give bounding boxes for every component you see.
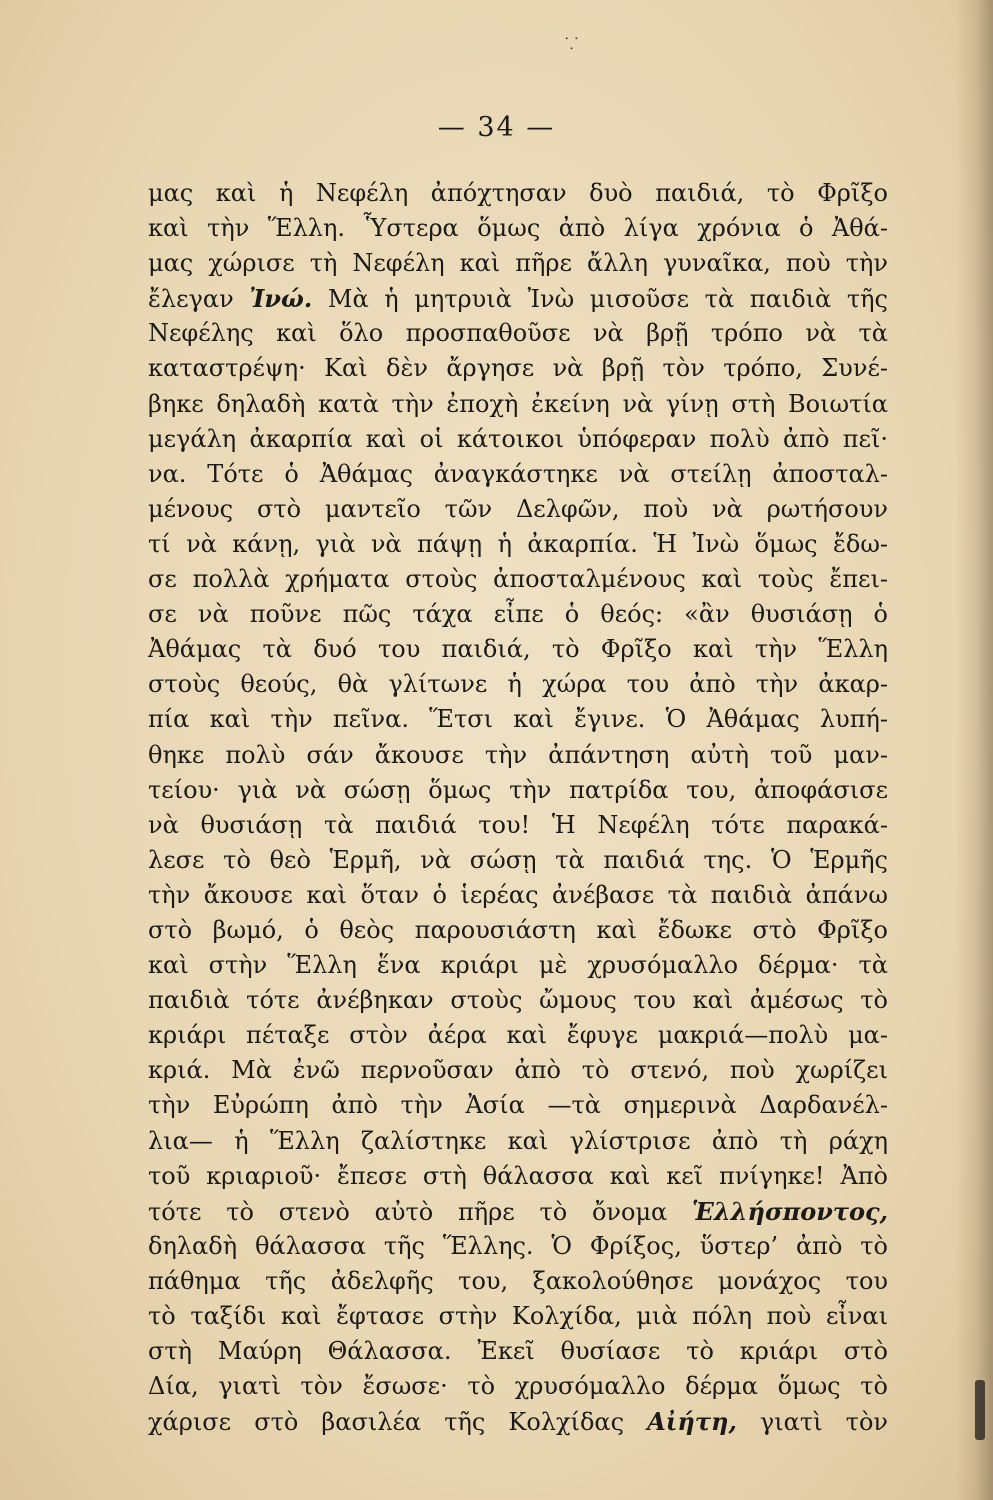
text-segment: χάρισε στὸ βασιλέα τῆς Κολχίδας <box>148 1408 648 1437</box>
text-line <box>148 1018 888 1053</box>
text-line <box>148 422 888 457</box>
text-segment: κριά. Μὰ ἐνῶ περνοῦσαν ἀπὸ τὸ στενό, ποὺ χωρίζει <box>148 1056 888 1085</box>
text-line <box>148 878 888 913</box>
text-segment: πάθημα τῆς ἀδελφῆς του, ξακολούθησε μονάχος του <box>148 1266 888 1295</box>
text-segment: Μὰ ἡ μητρυιὰ Ἰνὼ μισοῦσε τὰ παιδιὰ τῆς <box>312 285 888 314</box>
text-line <box>148 667 888 702</box>
text-line <box>148 316 888 351</box>
text-segment: τὴν Εὐρώπη ἀπὸ τὴν Ἀσία —τὰ σημερινὰ Δαρδανέλ- <box>148 1091 888 1120</box>
text-line <box>148 773 888 808</box>
text-segment: δηλαδὴ θάλασσα τῆς Ἕλλης. Ὁ Φρίξος, ὕστερ’ ἀπὸ τὸ <box>148 1231 888 1260</box>
text-segment: καὶ στὴν Ἕλλη ἕνα κριάρι μὲ χρυσόμαλλο δέρμα· τὰ <box>148 951 888 980</box>
text-segment: παιδιὰ τότε ἀνέβηκαν στοὺς ὤμους του καὶ ἀμέσως τὸ <box>148 986 888 1015</box>
text-segment: τί νὰ κάνῃ, γιὰ νὰ πάψῃ ἡ ἀκαρπία. Ἡ Ἰνὼ ὅμως ἔδω- <box>148 529 888 558</box>
text-line <box>148 702 888 737</box>
text-line <box>148 1404 888 1439</box>
text-line <box>148 211 888 246</box>
text-segment: Ἀθάμας τὰ δυό του παιδιά, τὸ Φρῖξο καὶ τὴν Ἕλλη <box>148 635 888 664</box>
text-segment: να. Τότε ὁ Ἀθάμας ἀναγκάστηκε νὰ στείλῃ ἀποσταλ- <box>148 459 888 488</box>
text-segment: βηκε δηλαδὴ κατὰ τὴν ἐποχὴ ἐκείνη νὰ γίνῃ στὴ Βοιωτία <box>148 389 888 418</box>
page-number: — 34 — <box>437 112 556 143</box>
text-line <box>148 1229 888 1264</box>
text-segment: ἔλεγαν <box>148 285 250 314</box>
text-line <box>148 1264 888 1299</box>
text-line <box>148 176 888 211</box>
text-segment: στοὺς θεούς, θὰ γλίτωνε ἡ χώρα του ἀπὸ τὴν ἀκαρ- <box>148 670 888 699</box>
text-segment: κριάρι πέταξε στὸν ἀέρα καὶ ἔφυγε μακριά—πολὺ μα- <box>148 1021 888 1050</box>
text-segment: σε νὰ ποῦνε πῶς τάχα εἶπε ὁ θεός: «ἂν θυσιάσῃ ὁ <box>148 600 888 629</box>
text-segment: τὸ ταξίδι καὶ ἔφτασε στὴν Κολχίδα, μιὰ πόλη ποὺ εἶναι <box>148 1302 888 1330</box>
text-line <box>148 562 888 597</box>
text-line <box>148 983 888 1018</box>
text-line <box>148 351 888 386</box>
text-line <box>148 281 888 316</box>
text-segment: Δία, γιατὶ τὸν ἔσωσε· τὸ χρυσόμαλλο δέρμα ὅμως τὸ <box>148 1372 888 1401</box>
text-line <box>148 632 888 667</box>
text-segment: θηκε πολὺ σάν ἄκουσε τὴν ἀπάντηση αὐτὴ τοῦ μαν- <box>148 740 888 769</box>
text-line <box>148 1369 888 1404</box>
text-line <box>148 1299 888 1334</box>
body-text <box>148 176 888 1439</box>
text-segment: λεσε τὸ θεὸ Ἑρμῆ, νὰ σώσῃ τὰ παιδιά της. Ὁ Ἑρμῆς <box>148 845 888 874</box>
text-segment: μας χώρισε τὴ Νεφέλη καὶ πῆρε ἄλλη γυναῖκα, ποὺ τὴν <box>148 249 888 278</box>
text-segment: τὴν ἄκουσε καὶ ὅταν ὁ ἱερέας ἀνέβασε τὰ παιδιὰ ἀπάνω <box>148 880 888 909</box>
text-line <box>148 1159 888 1194</box>
text-segment: στὴ Μαύρη Θάλασσα. Ἐκεῖ θυσίασε τὸ κριάρι στὸ <box>148 1337 888 1366</box>
text-segment: Νεφέλης καὶ ὅλο προσπαθοῦσε νὰ βρῇ τρόπο νὰ τὰ <box>148 319 888 348</box>
text-segment: στὸ βωμό, ὁ θεὸς παρουσιάστη καὶ ἔδωκε στὸ Φρῖξο <box>148 915 888 944</box>
text-segment: τότε τὸ στενὸ αὐτὸ πῆρε τὸ ὄνομα <box>148 1197 693 1226</box>
text-segment: σε πολλὰ χρήματα στοὺς ἀποσταλμένους καὶ τοὺς ἔπει- <box>148 565 888 594</box>
text-line <box>148 457 888 492</box>
text-line <box>148 1124 888 1159</box>
text-line <box>148 1194 888 1229</box>
text-segment: μας καὶ ἡ Νεφέλη ἀπόχτησαν δυὸ παιδιά, τὸ Φρῖξο <box>148 179 888 207</box>
text-line <box>148 843 888 878</box>
text-line <box>148 808 888 843</box>
text-line <box>148 246 888 281</box>
text-line <box>148 1053 888 1088</box>
text-segment: νὰ θυσιάσῃ τὰ παιδιά του! Ἡ Νεφέλη τότε παρακά- <box>148 810 888 839</box>
text-segment: καὶ τὴν Ἕλλη. Ὗστερα ὅμως ἀπὸ λίγα χρόνια ὁ Ἀθά- <box>148 214 888 243</box>
text-line <box>148 913 888 948</box>
text-segment: καταστρέψη· Καὶ δὲν ἄργησε νὰ βρῇ τὸν τρόπο, Συνέ- <box>148 354 888 383</box>
text-line <box>148 948 888 983</box>
top-mark: ⸪ <box>565 34 579 53</box>
text-segment: μένους στὸ μαντεῖο τῶν Δελφῶν, ποὺ νὰ ρωτήσουν <box>148 494 888 523</box>
text-line <box>148 1088 888 1123</box>
text-line <box>148 492 888 527</box>
text-segment: γιατὶ τὸν <box>736 1408 888 1437</box>
text-segment: τείου· γιὰ νὰ σώσῃ ὅμως τὴν πατρίδα του, ἀποφάσισε <box>148 775 888 804</box>
emphasized-name: Ἑλλήσποντος, <box>692 1196 888 1226</box>
binding-mark <box>975 1380 985 1440</box>
text-segment: πία καὶ τὴν πεῖνα. Ἕτσι καὶ ἔγινε. Ὁ Ἀθάμας λυπή- <box>148 705 888 734</box>
text-line <box>148 387 888 422</box>
text-line <box>148 597 888 632</box>
text-line <box>148 738 888 773</box>
text-line <box>148 527 888 562</box>
text-segment: λια— ἡ Ἕλλη ζαλίστηκε καὶ γλίστρισε ἀπὸ τὴ ράχη <box>148 1126 888 1155</box>
text-segment: τοῦ κριαριοῦ· ἔπεσε στὴ θάλασσα καὶ κεῖ πνίγηκε! Ἀπὸ <box>148 1161 888 1190</box>
text-segment: μεγάλη ἀκαρπία καὶ οἱ κάτοικοι ὑπόφεραν πολὺ ἀπὸ πεῖ· <box>148 424 888 453</box>
page-edge-shadow <box>955 0 993 1500</box>
text-line <box>148 1334 888 1369</box>
emphasized-name: Αἰήτη, <box>647 1407 737 1437</box>
emphasized-name: Ἰνώ. <box>249 284 313 314</box>
